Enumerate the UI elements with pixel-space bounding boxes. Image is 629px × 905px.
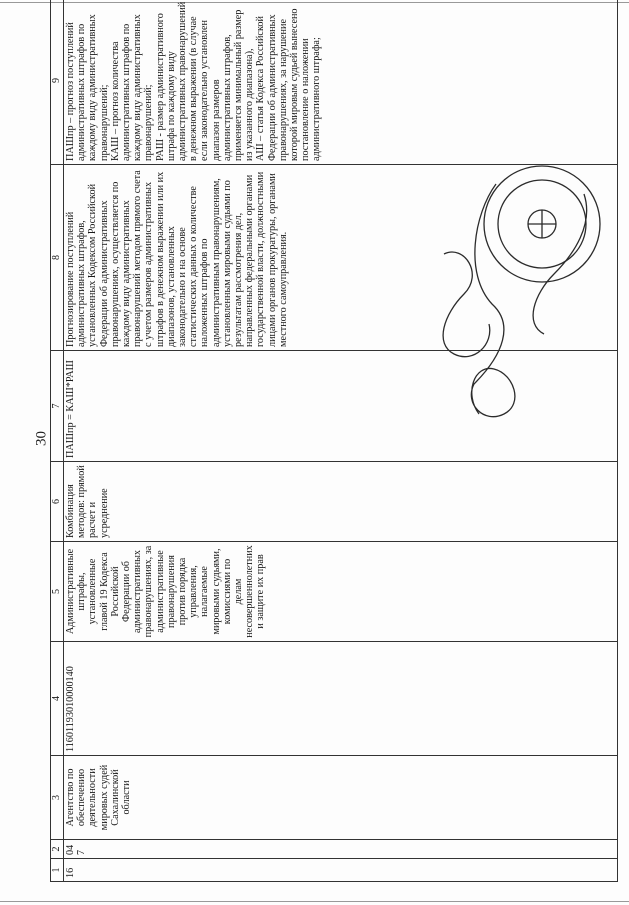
col-header-7: 7 <box>51 351 64 462</box>
cell-indicator-description: ПАШпр – прогноз поступлений административных штрафов по каждому виду административных правонарушений; КАШ – прогноз количества административных штрафов по каждому виду административных правонарушений; РАШ - размер административного штрафа по каждому виду административных правонарушений в денежном выражении (в случае если законодательно установлен диапазон размеров административных штрафов, применяется минимальный размер из указанного диапазона), АШ – статья Кодекса Российской Федерации об административных правонарушениях, за нарушение которой мировым судьей вынесено постановление о наложении административного штрафа; <box>64 0 618 165</box>
col-header-6: 6 <box>51 462 64 542</box>
cell-formula: ПАШпр = КАШ*РАШ <box>64 351 618 462</box>
col-header-9: 9 <box>51 0 64 165</box>
cell-algorithm: Прогнозирование поступлений административных штрафов, установленных Кодексом Российской Федерации об административных правонарушениях, осуществляется по каждому виду административных правонарушений методом прямого счета с учетом размеров административных штрафов в денежном выражении или их диапазонов, установленных законодательно и на основе статистических данных о количестве наложенных штрафов по административным правонарушениям, установленным мировыми судьями по результатам рассмотрения дел, направленных федеральными органами государственной власти, должностными лицами органов прокуратуры, органами местного самоуправления. <box>64 165 618 351</box>
col-header-1: 1 <box>51 859 64 882</box>
page-number: 30 <box>33 431 50 446</box>
col-header-4: 4 <box>51 642 64 756</box>
col-header-5: 5 <box>51 542 64 642</box>
cell-admin-code: 047 <box>64 840 618 859</box>
cell-method: Комбинация методов: прямой расчет и усреднение <box>64 462 618 542</box>
official-stamp-and-signature <box>404 154 624 454</box>
col-header-2: 2 <box>51 840 64 859</box>
scan-edge-bottom <box>0 901 629 902</box>
cell-agency-name: Агентство по обеспечению деятельности мировых судей Сахалинской области <box>64 756 618 840</box>
col-header-3: 3 <box>51 756 64 840</box>
col-header-8: 8 <box>51 165 64 351</box>
cell-income-name: Административные штрафы, установленные главой 19 Кодекса Российской Федерации об административных правонарушениях, за административные правонарушения против порядка управления, налагаемые мировыми судьями, комиссиями по делам несовершеннолетних и защите их прав <box>64 542 618 642</box>
table-header-row <box>51 0 64 882</box>
signature-stroke-2 <box>443 252 490 357</box>
cell-budget-code: 11601193010000140 <box>64 642 618 756</box>
cell-row-number: 16 <box>64 859 618 882</box>
signature-stroke-1 <box>471 184 515 417</box>
